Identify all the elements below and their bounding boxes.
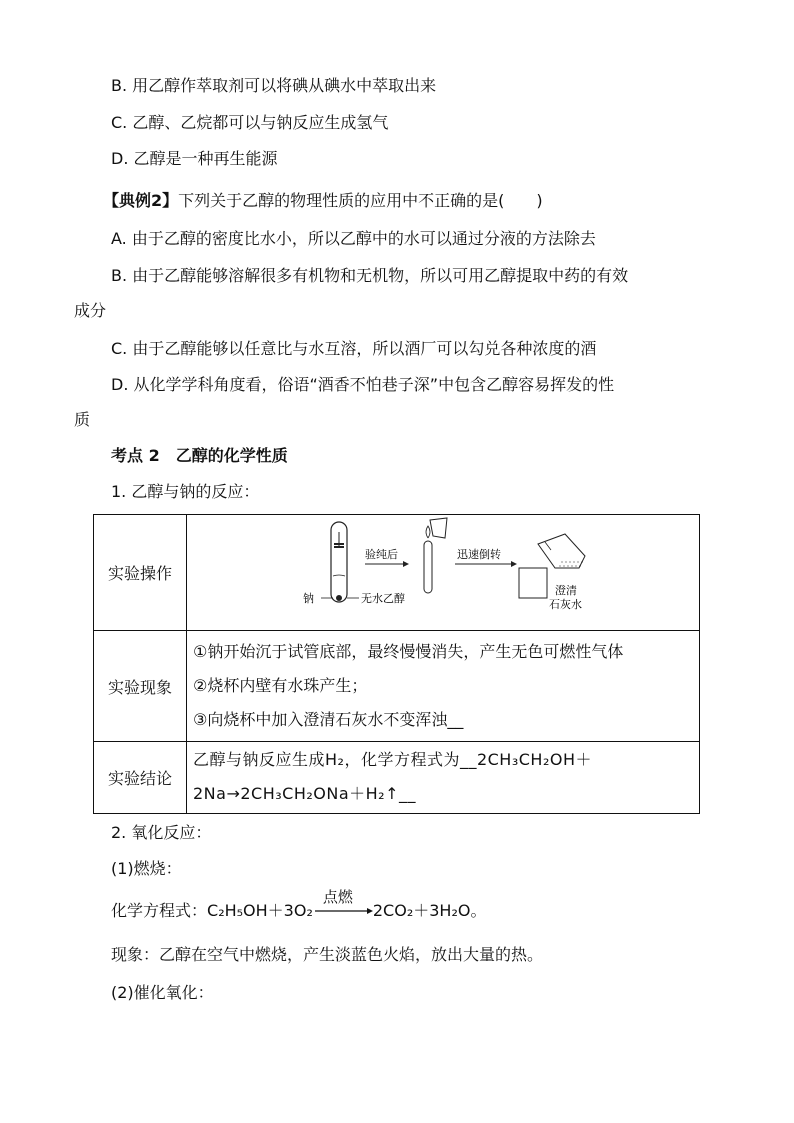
equation-prefix: 化学方程式： bbox=[111, 901, 208, 920]
example2-stem bbox=[103, 190, 543, 212]
equation-right: 2CO₂＋3H₂O。 bbox=[372, 901, 487, 920]
example2-question: 下列关于乙醇的物理性质的应用中不正确的是( ) bbox=[178, 191, 543, 210]
equation-condition: 点燃 bbox=[322, 888, 353, 906]
option-c: C. 乙醇、乙烷都可以与钠反应生成氢气 bbox=[111, 113, 389, 132]
sodium-label: 钠 bbox=[303, 591, 314, 605]
subsection-oxidation: 2. 氧化反应： bbox=[111, 823, 212, 842]
conclusion-2: 2Na→2CH₃CH₂ONa＋H₂↑__ bbox=[193, 784, 416, 804]
section-title: 考点 2 乙醇的化学性质 bbox=[111, 446, 288, 465]
arrow-1-icon bbox=[365, 561, 409, 567]
burning-title: (1)燃烧： bbox=[111, 859, 182, 878]
combustion-equation bbox=[111, 888, 487, 922]
conclusion-cell bbox=[187, 741, 700, 813]
operation-label: 实验操作 bbox=[94, 515, 187, 631]
subsection-sodium: 1. 乙醇与钠的反应： bbox=[111, 482, 260, 501]
example2-option-b-line2: 成分 bbox=[74, 301, 107, 320]
experiment-diagram bbox=[193, 516, 693, 626]
operation-diagram-cell bbox=[187, 515, 700, 631]
experiment-table bbox=[93, 514, 700, 814]
example2-option-c: C. 由于乙醇能够以任意比与水互溶，所以酒厂可以勾兑各种浓度的酒 bbox=[111, 339, 597, 358]
phenomenon-3: ③向烧杯中加入澄清石灰水不变浑浊__ bbox=[193, 710, 464, 730]
combustion-phenomenon: 现象：乙醇在空气中燃烧，产生淡蓝色火焰，放出大量的热。 bbox=[111, 945, 544, 964]
example2-option-b-line1: B. 由于乙醇能够溶解很多有机物和无机物，所以可用乙醇提取中药的有效 bbox=[111, 266, 629, 285]
equation-left: C₂H₅OH＋3O₂ bbox=[207, 901, 313, 920]
limewater-label-1: 澄清 bbox=[555, 583, 577, 597]
conclusion-1: 乙醇与钠反应生成H₂，化学方程式为__2CH₃CH₂OH＋ bbox=[193, 750, 592, 770]
conclusion-label: 实验结论 bbox=[94, 741, 187, 813]
example2-option-d-line2: 质 bbox=[74, 410, 91, 429]
limewater-label-2: 石灰水 bbox=[549, 597, 582, 611]
example2-tag: 【典例2】 bbox=[103, 191, 179, 210]
phenomenon-2: ②烧杯内壁有水珠产生； bbox=[193, 676, 368, 696]
example2-option-d-line1: D. 从化学学科角度看，俗语“酒香不怕巷子深”中包含乙醇容易挥发的性 bbox=[111, 375, 615, 394]
flame-tube-icon bbox=[424, 518, 447, 593]
option-d: D. 乙醇是一种再生能源 bbox=[111, 149, 278, 168]
phenomenon-label: 实验现象 bbox=[94, 631, 187, 741]
arrow-2-icon bbox=[455, 561, 517, 567]
reaction-arrow-icon bbox=[313, 888, 373, 922]
invert-label: 迅速倒转 bbox=[457, 547, 501, 561]
example2-option-a: A. 由于乙醇的密度比水小，所以乙醇中的水可以通过分液的方法除去 bbox=[111, 229, 596, 248]
option-b: B. 用乙醇作萃取剂可以将碘从碘水中萃取出来 bbox=[111, 76, 437, 95]
catalytic-oxidation-title: (2)催化氧化： bbox=[111, 983, 214, 1002]
test-tube-icon bbox=[321, 522, 359, 602]
anhydrous-ethanol-label: 无水乙醇 bbox=[361, 591, 405, 605]
after-test-label: 验纯后 bbox=[365, 547, 398, 561]
phenomenon-1: ①钠开始沉于试管底部，最终慢慢消失，产生无色可燃性气体 bbox=[193, 642, 624, 662]
phenomenon-cell bbox=[187, 631, 700, 741]
